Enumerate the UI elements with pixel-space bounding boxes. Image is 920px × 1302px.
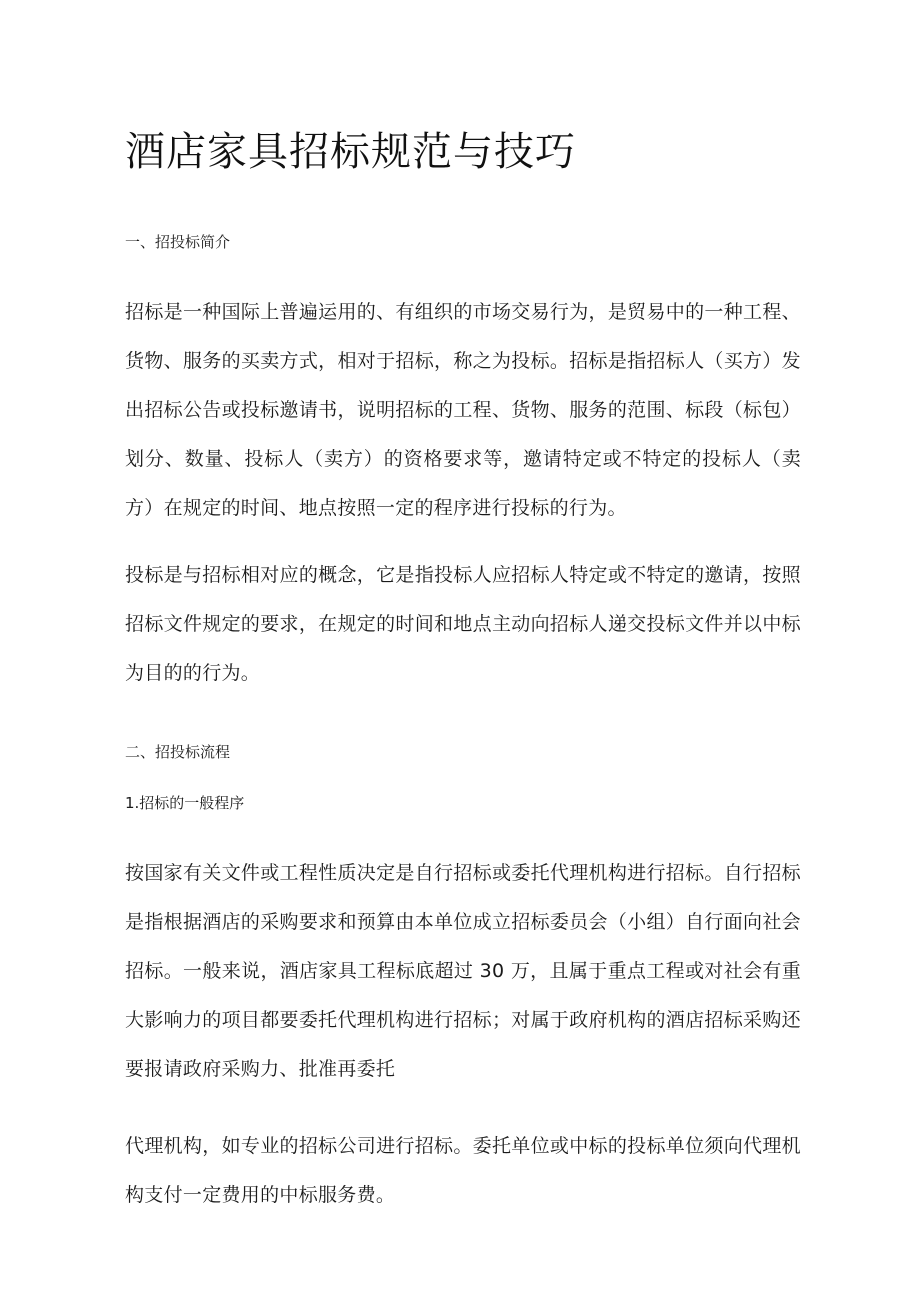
subsection-heading-general-procedure: 1.招标的一般程序 bbox=[125, 794, 245, 812]
paragraph-tender-definition: 投标是与招标相对应的概念，它是指投标人应招标人特定或不特定的邀请，按照招标文件规定的要求，在规定的时间和地点主动向招标人递交投标文件并以中标为目的的行为。 bbox=[125, 564, 801, 684]
paragraph-bidding-definition: 招标是一种国际上普遍运用的、有组织的市场交易行为，是贸易中的一种工程、货物、服务的买卖方式，相对于招标，称之为投标。招标是指招标人（买方）发出招标公告或投标邀请书，说明招标的工程、货物、服务的范围、标段（标包）划分、数量、投标人（卖方）的资格要求等，邀请特定或不特定的投标人（卖方）在规定的时间、地点按照一定的程序进行投标的行为。 bbox=[125, 301, 801, 519]
document-title: 酒店家具招标规范与技巧 bbox=[125, 129, 576, 175]
paragraph-procedure-details: 按国家有关文件或工程性质决定是自行招标或委托代理机构进行招标。自行招标是指根据酒店的采购要求和预算由本单位成立招标委员会（小组）自行面向社会招标。一般来说，酒店家具工程标底超过 30 万，且属于重点工程或对社会有重大影响力的项目都要委托代理机构进行招标；对属于政府机构的酒店招标采购还要报请政府采购力、批准再委托 bbox=[125, 862, 801, 1080]
section-heading-process: 二、招投标流程 bbox=[125, 743, 231, 761]
section-heading-intro: 一、招投标简介 bbox=[125, 233, 231, 251]
paragraph-agency-fee: 代理机构，如专业的招标公司进行招标。委托单位或中标的投标单位须向代理机构支付一定费用的中标服务费。 bbox=[125, 1135, 801, 1206]
